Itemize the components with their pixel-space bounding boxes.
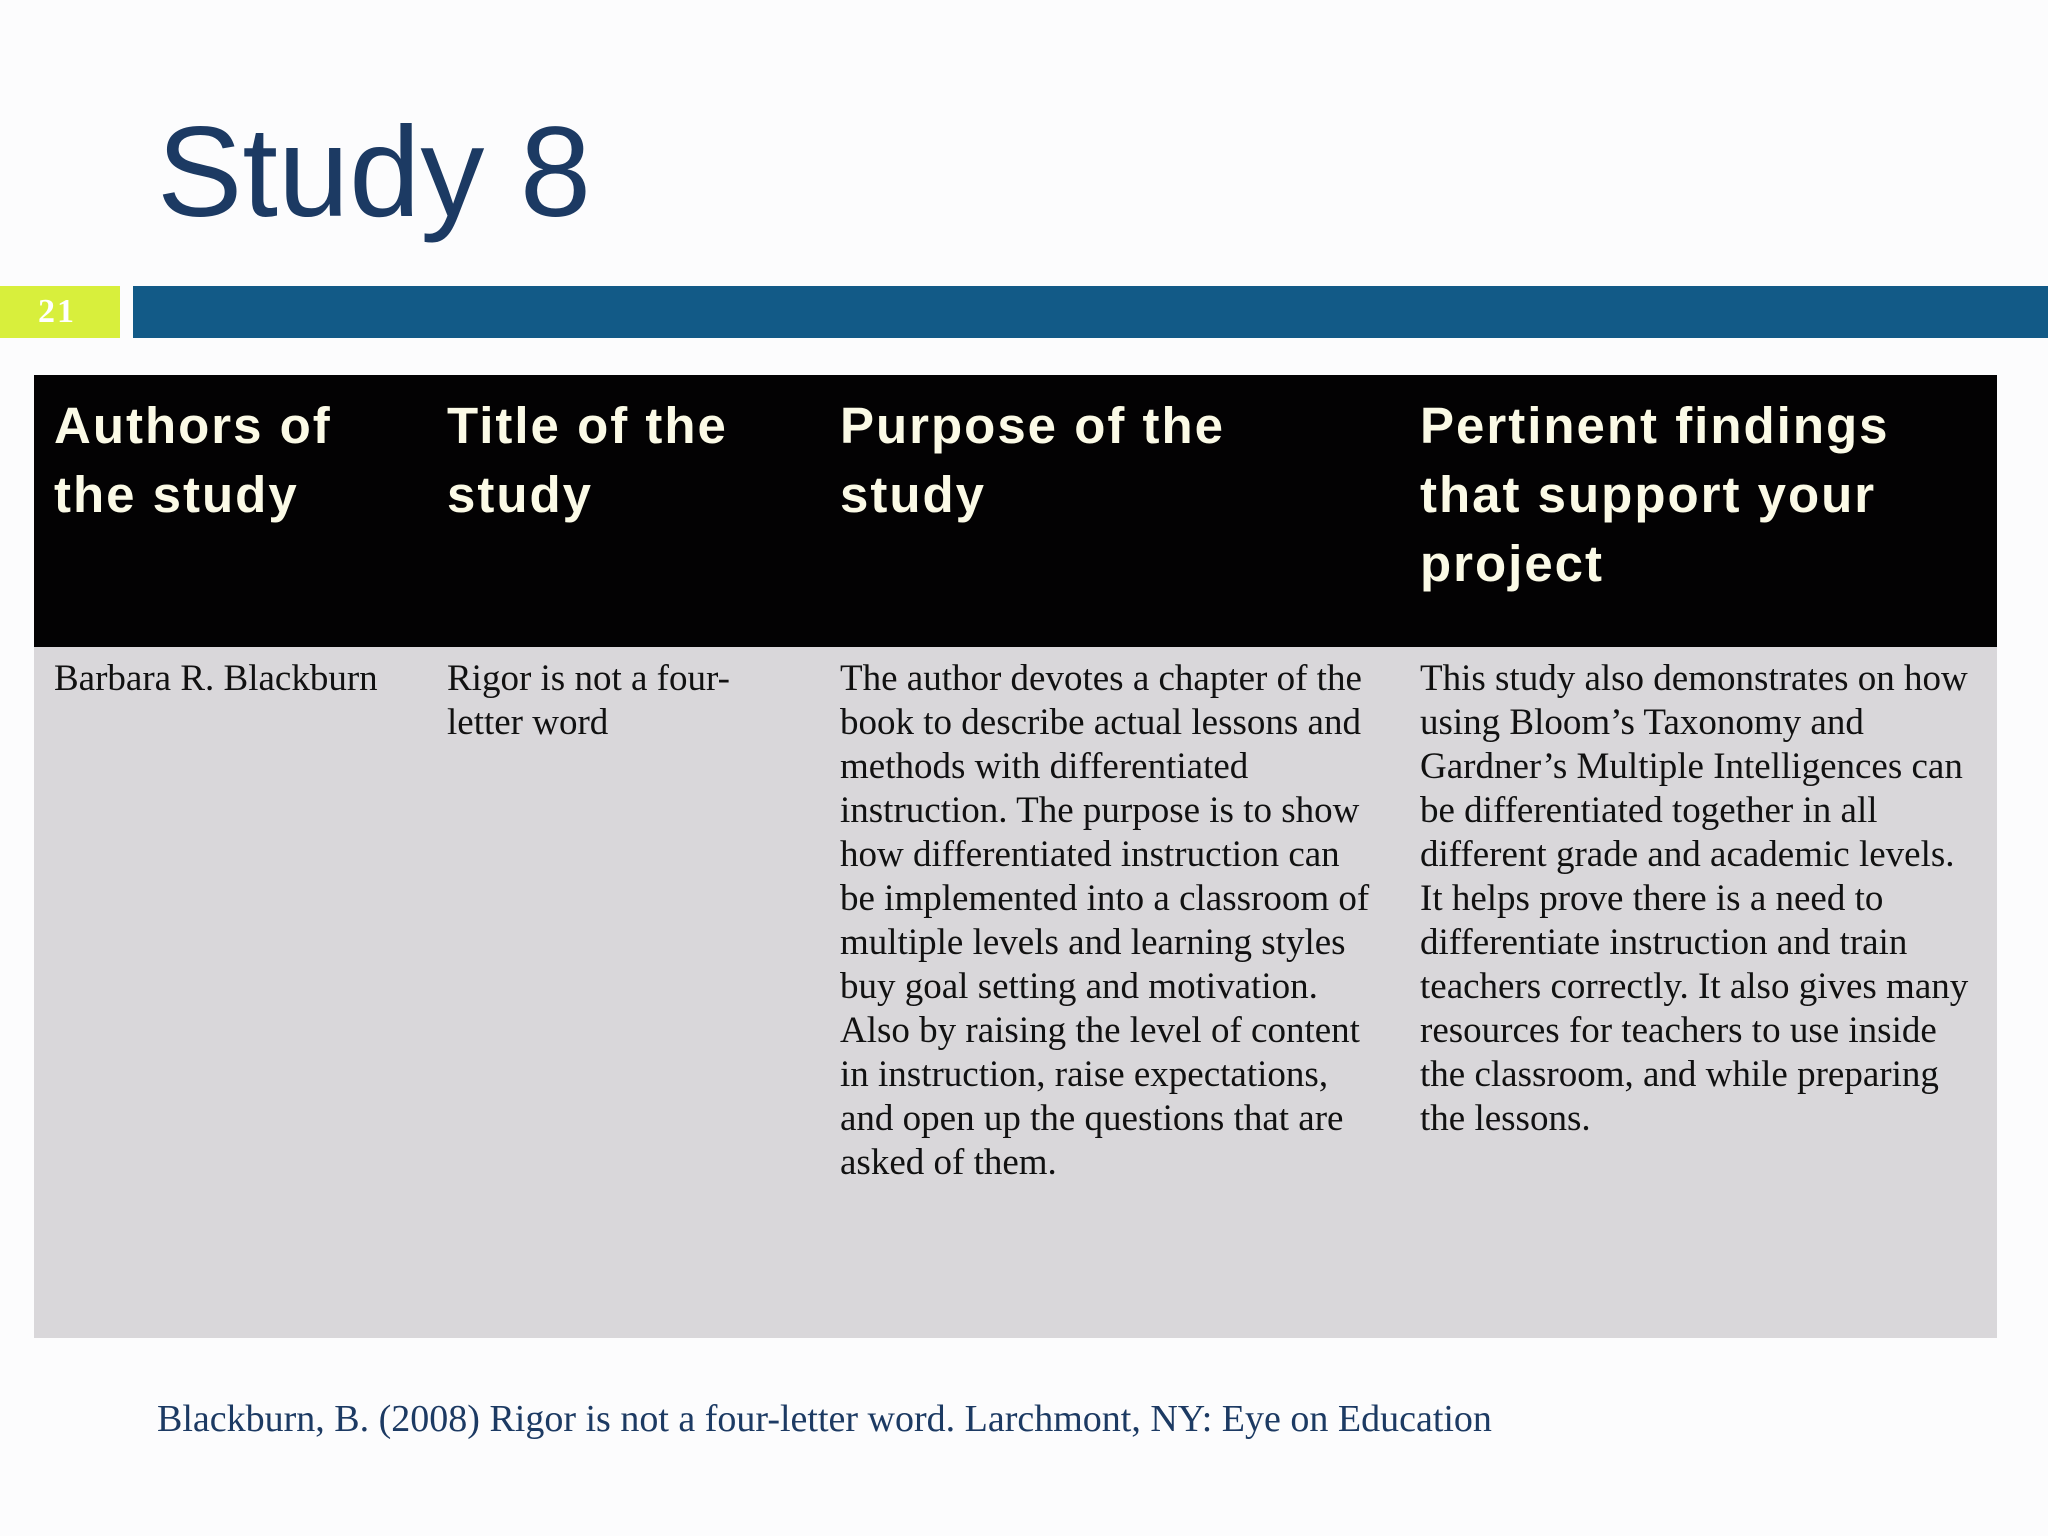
cell-title: Rigor is not a four-letter word [427, 647, 820, 1338]
header-purpose: Purpose of the study [820, 375, 1400, 647]
header-findings: Pertinent findings that support your project [1400, 375, 1997, 647]
header-authors: Authors of the study [34, 375, 427, 647]
table-header-row [34, 375, 1997, 647]
cell-purpose: The author devotes a chapter of the book to describe actual lessons and methods with differentiated instruction. The purpose is to show how differentiated instruction can be implemented into a classroom of multiple levels and learning styles buy goal setting and motivation. Also by raising the level of content in instruction, raise expectations, and open up the questions that are asked of them. [820, 647, 1400, 1338]
study-table-container [34, 375, 1997, 1338]
cell-authors: Barbara R. Blackburn [34, 647, 427, 1338]
study-table [34, 375, 1997, 1338]
header-title: Title of the study [427, 375, 820, 647]
title-accent-bar [133, 286, 2048, 338]
cell-findings: This study also demonstrates on how using Bloom’s Taxonomy and Gardner’s Multiple Intelligences can be differentiated together in all different grade and academic levels. It helps prove there is a need to differentiate instruction and train teachers correctly. It also gives many resources for teachers to use inside the classroom, and while preparing the lessons. [1400, 647, 1997, 1338]
table-row [34, 647, 1997, 1338]
slide-number: 21 [0, 286, 120, 338]
citation: Blackburn, B. (2008) Rigor is not a four-letter word. Larchmont, NY: Eye on Education [157, 1398, 1492, 1440]
slide-title: Study 8 [157, 101, 592, 244]
